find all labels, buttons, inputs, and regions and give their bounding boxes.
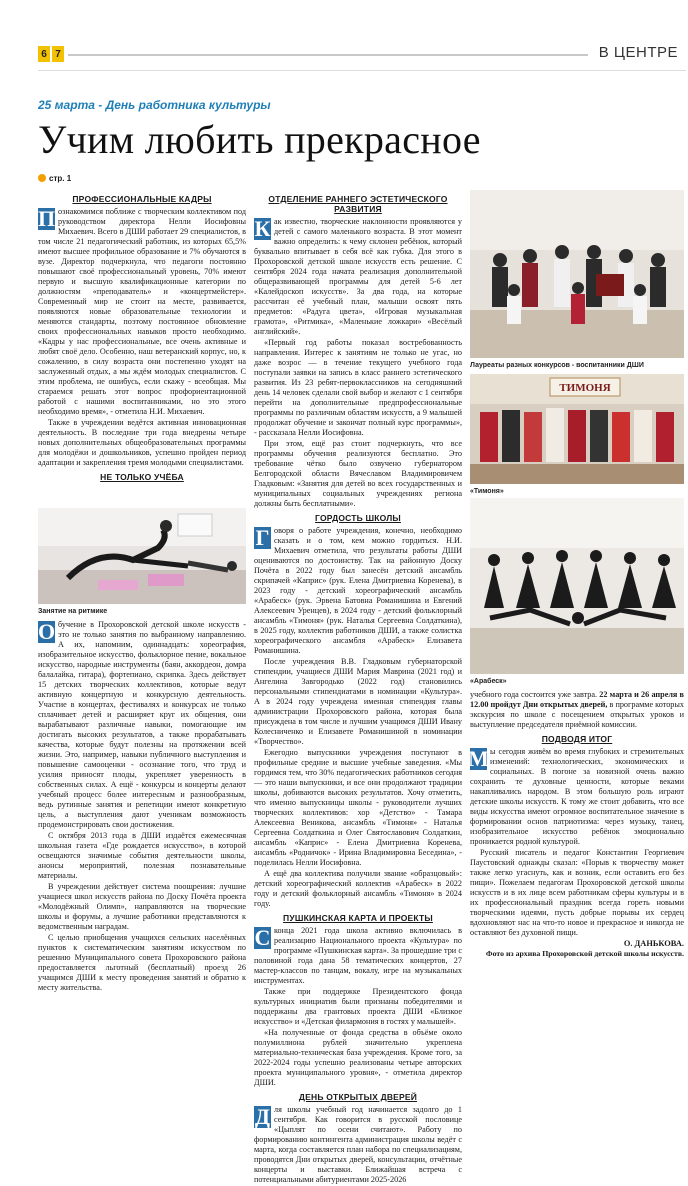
subhead-pushkin-card: ПУШКИНСКАЯ КАРТА И ПРОЕКТЫ — [283, 913, 433, 923]
dropcap: Д — [254, 1104, 271, 1129]
laureates-photo-illustration — [470, 190, 684, 358]
page-ref-text: стр. 1 — [49, 174, 72, 183]
paragraph: П ознакомимся поближе с творческим коллективом под руководством директора Нелли Иосифовны Михаевич. Всего в ДШИ работает 29 специалистов, в том числе 21 педагогический работник, из которых 65,5% имеют высшее профильное образование и 7% обучаются в вузе. Директор подчеркнула, что педагоги постоянно повышают своё профессиональный уровень, 70% имеют первую и высшую квалификационные категории по должностям «преподаватель» и «концертмейстер». Современный мир не стоит на месте, развивается, появляются новые образовательные технологии и меняются стандарты, поэтому постоянное обновление своих профессиональных навыков просто необходимо. «Кадры у нас профессиональные, все очень активные и любят своё дело. Особенно, наш ветеранский корпус, но, к сожалению, в силу возраста они постепенно уходят на заслуженный отдых, а мы ждём молодых специалистов. С этим проблема, не ошибусь, если скажу - всеобщая. Мы стараемся решать этот вопрос профориентационной работой с нашими воспитанниками, но это этого необходимо время», - отметила Н.И. Михаевич. — [37, 206, 246, 416]
section-name: В ЦЕНТРЕ — [598, 44, 678, 61]
photo-credit: Фото из архива Прохоровской детской школы искусств. — [485, 949, 684, 958]
paragraph: Русский писатель и педагог Константин Георгиевич Паустовский однажды сказал: «Порыв к творчеству может также легко угаснуть, как и возник, если оставить его без пищи». Пожелаем педагогам Прохоровской детской школы искусств и в их лице всем работникам сферы культуры и в их профессиональный праздник всегда гореть новыми творческими идеями, пусть добрые порывы их сердец вдохновляют нас на что-то новое и прекрасное и никогда не оставляют без духовной пищи. — [470, 848, 684, 937]
page-ref-icon — [38, 174, 46, 182]
photo-caption-rhythmics: Занятие на ритмике — [38, 608, 108, 615]
article-headline: Учим любить прекрасное — [38, 117, 481, 162]
paragraph: А ещё два коллектива получили звание «образцовый»: детский хореографический коллектив «Арабеск» в 2022 году и детский фольклорный ансамбль «Тимоня» в 2024 году. — [254, 869, 462, 908]
paragraph: учебного года состоится уже завтра. 22 марта и 26 апреля в 12.00 пройдут Дни открытых дверей, в программе которых экскурсия по школе с посещением открытых уроков и выступление председателя приёмной комиссии. — [470, 690, 684, 729]
subhead-not-only-study: НЕ ТОЛЬКО УЧЁБА — [100, 472, 184, 482]
timonya-photo-illustration — [470, 374, 684, 484]
paragraph: После учреждения В.В. Гладковым губернаторской стипендии, учащиеся ДШИ Мария Маврина (2021 год) и Ангелина Завгородько (2022 год) становились персональными стипендиатами в номинации «Культура». А в 2024 году учреждена именная стипендия главы администрации Прохоровского района, которая была присуждена в том числе и лучшим учащимся ДШИ Ивану Колесниченко и Елизавете Романишиной в номинации «Творчество». — [254, 657, 462, 746]
author-signature: О. ДАНЬКОВА. — [623, 939, 684, 948]
paragraph: С конца 2021 года школа активно включилась в реализацию Национального проекта «Культура» по программе «Пушкинская карта». За прошедшие три с половиной года дана 58 тематических концертов, 27 мастер-классов по танцам, вокалу, игре на музыкальных инструментах. — [254, 925, 462, 985]
dropcap: С — [254, 925, 271, 950]
dropcap: О — [37, 619, 56, 644]
rhythmics-photo-illustration — [38, 508, 246, 604]
header-divider — [38, 70, 686, 71]
photo-timonya — [470, 374, 684, 484]
subhead-open-day: ДЕНЬ ОТКРЫТЫХ ДВЕРЕЙ — [298, 1092, 418, 1102]
column-1-bottom — [38, 620, 246, 994]
page-reference — [38, 174, 71, 183]
column-2 — [254, 190, 462, 1186]
dropcap: К — [254, 216, 271, 241]
paragraph: М ы сегодня живём во время глубоких и стремительных изменений: технологических, экономических и социальных. В погоне за новизной очень важно сохранить те духовные ценности, которые веками накапливались народом. В этом большую роль играют детские школы искусств. К тому же стоит добавить, что все виды искусства имеют огромное воспитательное значение в формировании основ патриотизма: через музыку, танец, изобразительное искусство ребёнок эмоционально проникается родной культурой. — [468, 746, 684, 846]
column-1-top — [38, 190, 246, 485]
subhead-professional-staff: ПРОФЕССИОНАЛЬНЫЕ КАДРЫ — [72, 194, 212, 204]
page-numbers — [38, 46, 64, 62]
dropcap: М — [468, 746, 489, 771]
arabesk-photo-illustration — [470, 498, 684, 674]
paragraph: Также в учреждении ведётся активная инновационная деятельность. В последние три года внедрены четыре новых дополнительных общеобразовательных программы для молодёжи и дошкольников, успешно пройден период адаптации и закрепления тремя молодыми специалистами. — [38, 418, 246, 467]
paragraph: Д ля школы учебный год начинается задолго до 1 сентября. Как говорится в русской пословице «Цыплят по осени считают». Работу по формированию контингента администрация школы ведёт с марта, когда составляется план набора по специализациям, проводятся Дни открытых дверей, консультации, отчётные концерты и выставки. Ближайшая встреча с потенциальными абитуриентами 2025-2026 — [254, 1104, 462, 1184]
paragraph: Ежегодно выпускники учреждения поступают в профильные средние и высшие учебные заведения. «Мы гордимся тем, что 30% педагогических работников сегодня — это наши выпускники, и все они продолжают традиции школы, добиваются высоких результатов. Хочу отметить, что именно выпускницы школы - руководители лучших творческих коллективов: хор «Детство» - Тамара Алексеевна Веникова, ансамбль «Тимоня» - Наталья Сергеевна Солдаткина и Олег Святославович Солдаткин, ансамбль «Каприс» - Елена Дмитриевна Коренева, ансамбль «Родничок» - Ирина Владимировна Беседина», - поделилась Нелли Иосифовна. — [254, 748, 462, 867]
page-number-left: 6 — [38, 46, 50, 62]
paragraph: С целью приобщения учащихся сельских населённых пунктов к систематическим занятиям искусством по решению Муниципального совета Прохоровского района предоставляется льготный (бесплатный) проезд 26 учащимся ДШИ к месту проведения занятий и обратно к месту жительства. — [38, 933, 246, 992]
paragraph: При этом, ещё раз стоит подчеркнуть, что все программы обучения реализуются бесплатно. Это требование чётко было озвучено губернатором Белгородской области Вячеславом Владимировичем Гладковым: «Занятия для детей во всех государственных и муниципальных социальных учреждениях региона должны быть бесплатными». — [254, 439, 462, 508]
page-header — [0, 0, 688, 70]
paragraph: «На полученные от фонда средства в объёме около полумиллиона рублей значительно укреплена материально-техническая база учреждения. Кроме того, за 2022-2024 годы успешно реализованы четыре авторских проекта муниципального уровня», - отметила директор ДШИ. — [254, 1028, 462, 1087]
paragraph: Г оворя о работе учреждения, конечно, необходимо сказать и о том, кем можно гордиться. Н.И. Михаевич отметила, что результаты работы ДШИ оцениваются по достоинству. Так на районную Доску Почёта в 2022 году был занесён детский ансамбль скрипачей «Каприс» (рук. Елена Дмитриевна Коренева), в 2023 году - детский хореографический ансамбль «Арабеск» (рук. Эрвена Батовна Романишина и Евгений Алексеевич Уренцев), в 2024 году - детский фольклорный ансамбль «Тимоня» (рук. Наталья Сергеевна Солдаткина), в 2025 году, коллектив работников ДШИ, а также солистка хореографического ансамбля «Арабеск» Елизавета Романишина. — [254, 525, 462, 655]
header-rule — [68, 54, 588, 56]
column-3 — [470, 690, 684, 958]
paragraph: О бучение в Прохоровской детской школе искусств - это не только занятия по выбранному направлению. А их, напомним, одиннадцать: хореография, изобразительное искусство, фольклорное пение, вокальное искусство, народные инструменты (баян, аккордеон, домра балалайка, гитара), фортепиано, скрипка. Здесь действует 15 детских творческих коллективов, которые ведут активную концертную и конкурсную деятельность. Участие в концертах, фестивалях и конкурсах не только сплачивает детей и расширяет круг их общения, они вырабатывают различные навыки, помогающие им достигать высоких результатов, а также прорабатывать качества, которые будут полезны на протяжении всей жизни. Это, например, навыки публичного выступления и повышение самооценки - осознание того, что труд и усилия приносят плоды, укрепляет уверенность в собственных силах. А ещё - конкурсы и концерты делают учебный процесс более интересным и разнообразным, ведь рутинные занятия и репетиции имеют конкретную цель, а выступления дают ученикам возможность продемонстрировать свои достижения. — [37, 619, 246, 829]
subhead-summary: ПОДВОДЯ ИТОГ — [541, 734, 613, 744]
photo-caption-laureates: Лауреаты разных конкурсов - воспитанники ДШИ — [470, 362, 644, 369]
paragraph: К ак известно, творческие наклонности проявляются у детей с самого маленького возраста. В этот момент важно определить: к чему склонен ребёнок, который буквально впитывает в себя всё как губка. Для этого в Прохоровской детской школе искусств есть решение. С сентября 2024 года начата реализация дополнительной общеразвивающей программы для детей 5-6 лет «Калейдоскоп искусств». За два года, на которые рассчитан её учебный план, малыши освоят пять предметов: «Радуга цвета», «Игровая музыкальная грамота», «Ритмика», «Маленькие ложкари» «Весёлый английский». — [254, 216, 462, 336]
photo-caption-timonya: «Тимоня» — [470, 488, 504, 495]
dateline: 25 марта - День работника культуры — [38, 98, 271, 112]
timonya-banner-text: ТИМОНЯ — [559, 382, 611, 394]
photo-laureates — [470, 190, 684, 358]
page-number-right: 7 — [52, 46, 64, 62]
dropcap: Г — [255, 525, 270, 550]
photo-arabesk — [470, 498, 684, 674]
photo-caption-arabesk: «Арабеск» — [470, 678, 507, 685]
open-day-dates: 22 марта и 26 апреля в 12.00 пройдут Дни открытых дверей, — [470, 690, 684, 709]
photo-rhythmics-class — [38, 508, 246, 604]
paragraph: В учреждении действует система поощрения: лучшие учащиеся школ искусств района по Доску Почёта проекта «Молодёжный Олимп», направляются на творческие школы и форумы, а лучшие работники представляются к ведомственным наградам. — [38, 882, 246, 931]
subhead-school-pride: ГОРДОСТЬ ШКОЛЫ — [315, 513, 401, 523]
paragraph: «Первый год работы показал востребованность направления. Интерес к занятиям не только не угас, но даже возрос — в течение текущего учебного года поступали заявки на запись в класс раннего эстетического развития. Из 23 ребят-первоклассников на сегодняшний день 14 человек сделали свой выбор и желают с 1 сентября перейти на дополнительные предпрофессиональные программы по различным областям искусств, а 9 малышей продолжат обучение и закончат полный курс программы», - рассказала Нелли Иосифовна. — [254, 338, 462, 437]
dropcap: П — [37, 206, 56, 231]
subhead-early-development: ОТДЕЛЕНИЕ РАННЕГО ЭСТЕТИЧЕСКОГО РАЗВИТИЯ — [268, 194, 448, 214]
paragraph: С октября 2013 года в ДШИ издаётся ежемесячная школьная газета «Где рождается искусство», в которой освещаются значимые события деятельности школы, анонсы мероприятий, полезная познавательные материалы. — [38, 831, 246, 880]
paragraph: Также при поддержке Президентского фонда культурных инициатив были признаны победителями и поддержаны два грантовых проекта ДШИ «Близкое искусство» и «Детская филармония в гостях у малышей». — [254, 987, 462, 1026]
